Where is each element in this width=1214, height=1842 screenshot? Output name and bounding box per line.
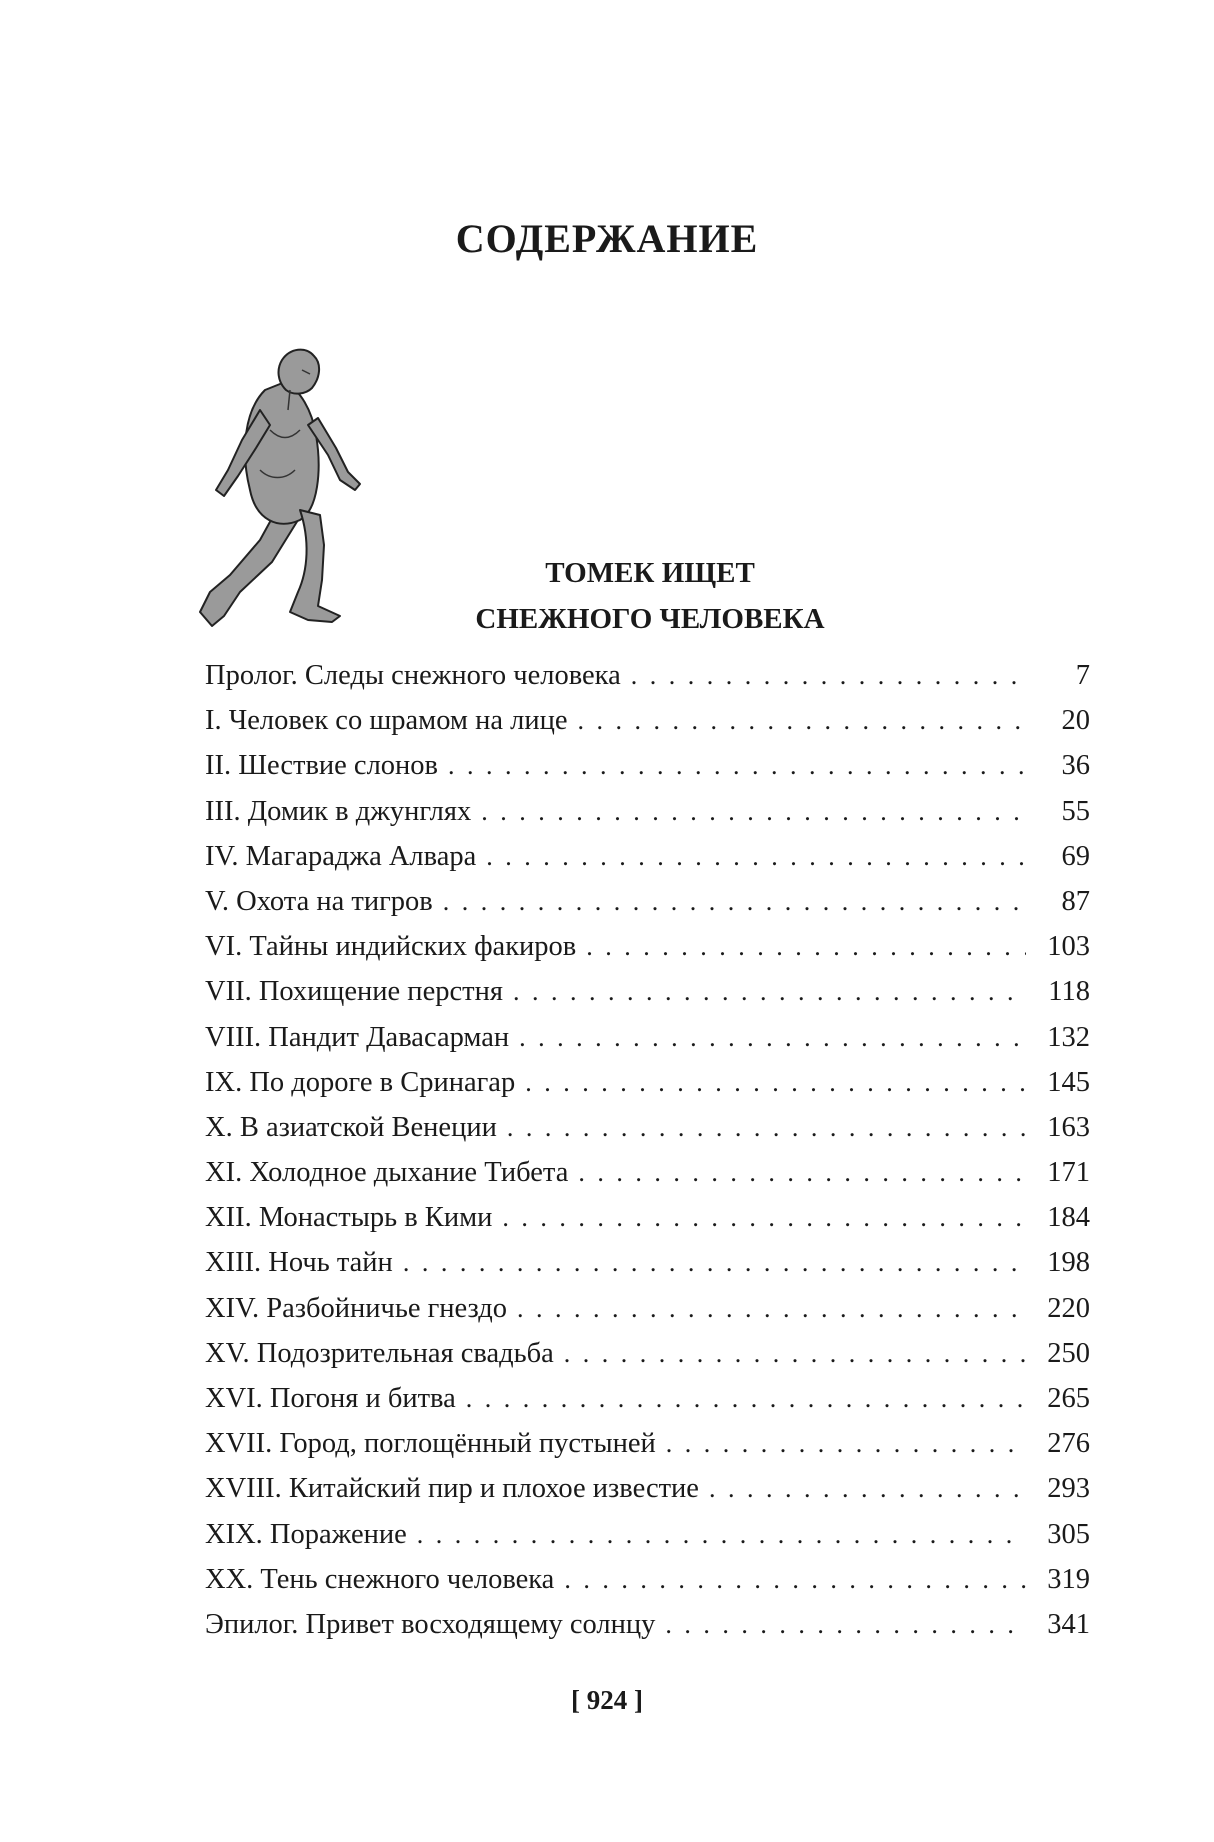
toc-entry-title: XIII. Ночь тайн [205, 1247, 393, 1279]
toc-leader-dots [577, 706, 1026, 736]
toc-leader-dots [403, 1248, 1026, 1278]
toc-entry-title: V. Охота на тигров [205, 885, 433, 917]
toc-entry-page: 250 [1047, 1337, 1090, 1369]
toc-entry-title: XIV. Разбойничье гнездо [205, 1292, 508, 1324]
toc-entry[interactable] [205, 1112, 1090, 1157]
toc-entry-page: 184 [1047, 1202, 1090, 1234]
toc-entry[interactable] [205, 1247, 1090, 1292]
toc-entry-page: 132 [1047, 1021, 1090, 1053]
toc-entry-title: XI. Холодное дыхание Тибета [205, 1157, 569, 1189]
toc-leader-dots [578, 1158, 1026, 1188]
toc-entry-title: III. Домик в джунглях [205, 795, 472, 827]
toc-entry-title: II. Шествие слонов [205, 750, 439, 782]
toc-entry-title: XVIII. Китайский пир и плохое известие [205, 1473, 699, 1505]
toc-entry-title: XV. Подозрительная свадьба [205, 1337, 554, 1369]
toc-leader-dots [709, 1474, 1026, 1504]
toc-entry-page: 103 [1047, 931, 1090, 963]
toc-entry-page: 7 [1075, 660, 1090, 691]
toc-entry-page: 293 [1047, 1473, 1090, 1505]
toc-leader-dots [564, 1339, 1026, 1369]
toc-leader-dots [486, 842, 1026, 872]
toc-entry-page: 198 [1047, 1247, 1090, 1279]
toc-entry[interactable] [205, 796, 1090, 841]
toc-entry[interactable] [205, 1609, 1090, 1654]
toc-entry-title: VII. Похищение перстня [205, 976, 503, 1008]
toc-entry-title: XII. Монастырь в Кими [205, 1202, 493, 1234]
toc-leader-dots [631, 661, 1026, 691]
toc-entry[interactable] [205, 705, 1090, 750]
toc-leader-dots [417, 1520, 1026, 1550]
toc-leader-dots [481, 797, 1026, 827]
page-title: СОДЕРЖАНИЕ [455, 216, 759, 261]
yeti-illustration [190, 330, 410, 630]
toc-entry-title: IX. По дороге в Сринагар [205, 1066, 516, 1098]
toc-entry[interactable] [205, 1338, 1090, 1383]
book-title [440, 550, 860, 642]
toc-leader-dots [443, 887, 1026, 917]
toc-entry-page: 305 [1047, 1518, 1090, 1550]
toc-entry-title: X. В азиатской Венеции [205, 1111, 497, 1143]
toc-entry[interactable] [205, 1564, 1090, 1609]
toc-leader-dots [564, 1565, 1026, 1595]
table-of-contents [205, 660, 1090, 1654]
toc-entry[interactable] [205, 1293, 1090, 1338]
book-title-line-1: ТОМЕК ИЩЕТ [545, 557, 755, 589]
toc-leader-dots [665, 1610, 1026, 1640]
toc-entry[interactable] [205, 886, 1090, 931]
toc-entry-title: XVII. Город, поглощённый пустыней [205, 1428, 656, 1460]
toc-leader-dots [519, 1023, 1026, 1053]
toc-entry-title: Пролог. Следы снежного человека [205, 660, 621, 691]
toc-leader-dots [507, 1113, 1026, 1143]
toc-entry[interactable] [205, 1473, 1090, 1518]
toc-leader-dots [466, 1384, 1026, 1414]
toc-entry-page: 55 [1061, 795, 1090, 827]
toc-entry-page: 145 [1047, 1066, 1090, 1098]
toc-entry[interactable] [205, 1157, 1090, 1202]
toc-entry-page: 265 [1047, 1383, 1090, 1414]
book-title-line-2: СНЕЖНОГО ЧЕЛОВЕКА [475, 603, 825, 635]
toc-entry[interactable] [205, 1428, 1090, 1473]
toc-entry-title: I. Человек со шрамом на лице [205, 705, 568, 737]
toc-entry[interactable] [205, 1519, 1090, 1564]
toc-entry[interactable] [205, 841, 1090, 886]
toc-entry[interactable] [205, 976, 1090, 1021]
toc-leader-dots [448, 751, 1026, 781]
toc-entry-page: 20 [1061, 705, 1090, 737]
toc-entry-title: XVI. Погоня и битва [205, 1383, 456, 1414]
toc-entry-title: Эпилог. Привет восходящему солнцу [205, 1608, 656, 1640]
toc-entry[interactable] [205, 1022, 1090, 1067]
toc-leader-dots [525, 1068, 1026, 1098]
page-number: [ 924 ] [571, 1685, 643, 1715]
toc-entry-title: IV. Магараджа Алвара [205, 840, 477, 872]
toc-leader-dots [513, 977, 1026, 1007]
toc-leader-dots [517, 1294, 1026, 1324]
toc-entry[interactable] [205, 1383, 1090, 1428]
toc-entry-page: 341 [1047, 1608, 1090, 1640]
toc-entry-page: 220 [1047, 1292, 1090, 1324]
toc-entry[interactable] [205, 1067, 1090, 1112]
toc-entry[interactable] [205, 750, 1090, 795]
toc-entry-title: XX. Тень снежного человека [205, 1563, 555, 1595]
toc-entry-page: 276 [1047, 1428, 1090, 1460]
toc-entry-page: 163 [1047, 1111, 1090, 1143]
toc-entry-page: 118 [1048, 976, 1090, 1008]
toc-leader-dots [666, 1429, 1026, 1459]
toc-entry-title: VI. Тайны индийских факиров [205, 931, 577, 963]
toc-entry-title: VIII. Пандит Давасарман [205, 1021, 510, 1053]
toc-entry-page: 319 [1047, 1563, 1090, 1595]
toc-entry[interactable] [205, 931, 1090, 976]
toc-entry[interactable] [205, 1202, 1090, 1247]
toc-entry[interactable] [205, 660, 1090, 705]
toc-entry-page: 69 [1061, 840, 1090, 872]
toc-leader-dots [586, 932, 1026, 962]
toc-entry-page: 171 [1047, 1157, 1090, 1189]
toc-entry-page: 36 [1061, 750, 1090, 782]
toc-entry-title: XIX. Поражение [205, 1518, 407, 1550]
toc-leader-dots [502, 1203, 1026, 1233]
toc-entry-page: 87 [1061, 885, 1090, 917]
